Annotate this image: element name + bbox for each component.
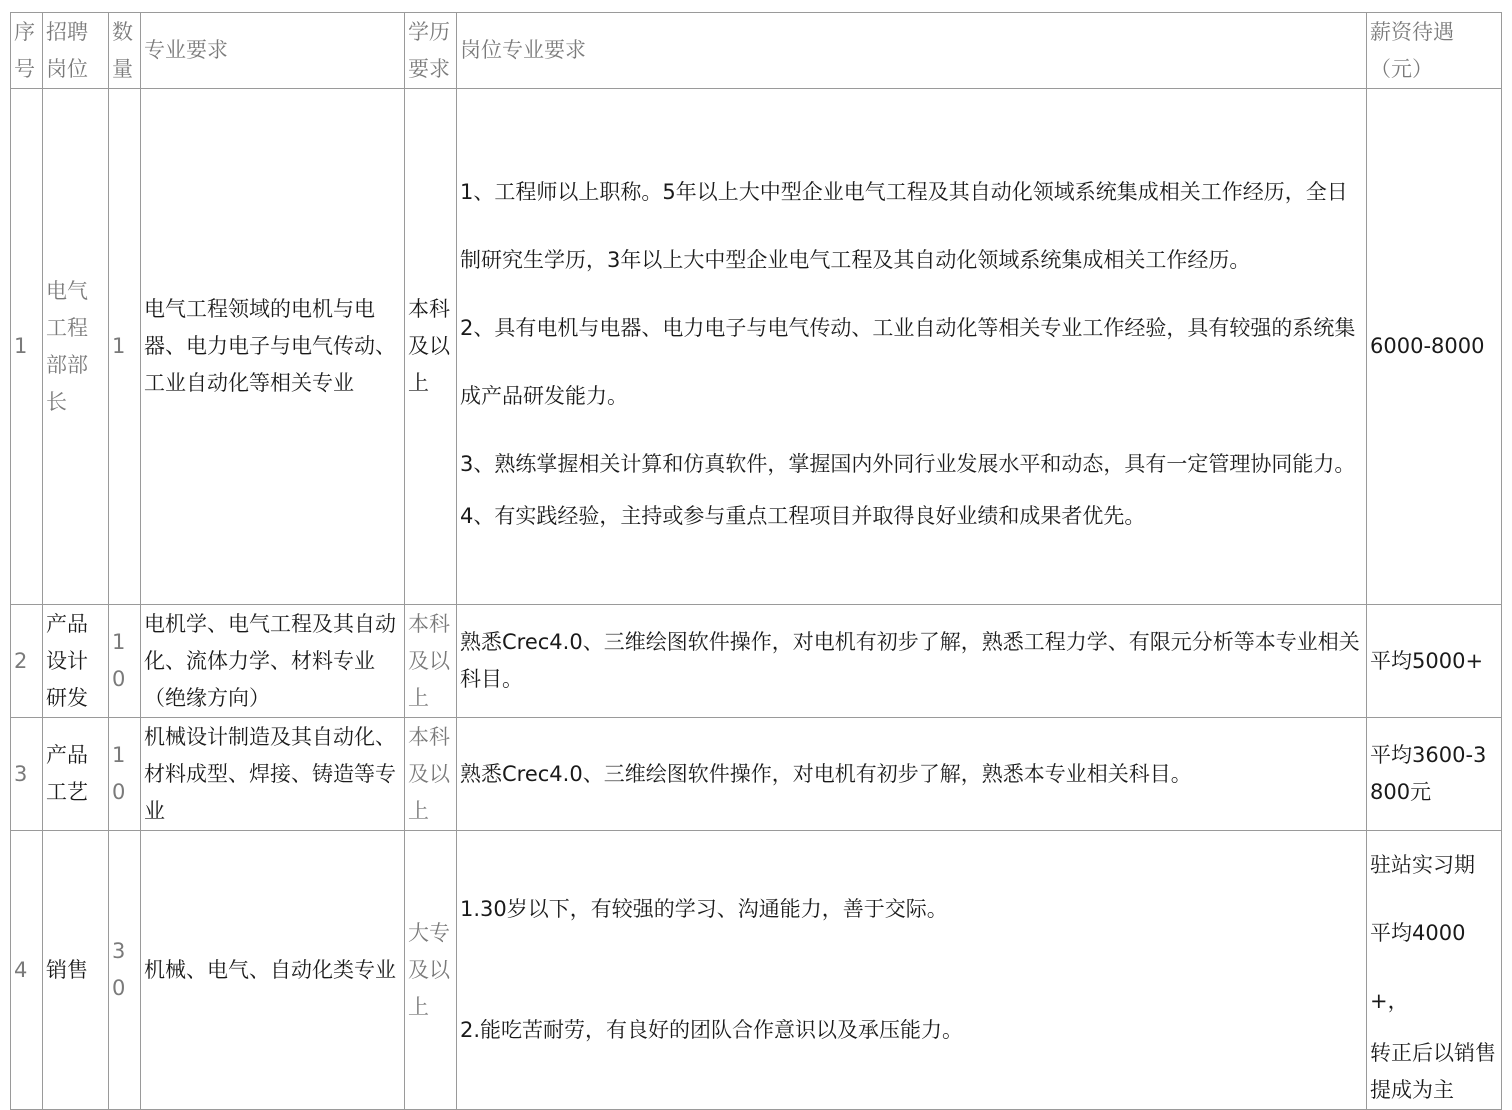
row-education: 本科及以上	[405, 718, 457, 831]
row-major: 机械、电气、自动化类专业	[141, 831, 405, 1110]
row-major: 电气工程领域的电机与电器、电力电子与电气传动、工业自动化等相关专业	[141, 89, 405, 605]
header-salary: 薪资待遇（元）	[1367, 13, 1502, 89]
table-row	[11, 831, 1502, 1110]
header-major: 专业要求	[141, 13, 405, 89]
requirement-item: 3、熟练掌握相关计算和仿真软件，掌握国内外同行业发展水平和动态，具有一定管理协同能力。	[460, 452, 1356, 476]
row-position: 产品工艺	[43, 718, 109, 831]
row-education: 本科及以上	[405, 605, 457, 718]
requirement-item: 4、有实践经验，主持或参与重点工程项目并取得良好业绩和成果者优先。	[460, 504, 1146, 528]
row-position: 电气工程部部长	[43, 89, 109, 605]
header-seq: 序号	[11, 13, 43, 89]
row-position: 销售	[43, 831, 109, 1110]
requirement-item: 1.30岁以下，有较强的学习、沟通能力，善于交际。	[460, 897, 948, 921]
requirement-item: 熟悉Crec4.0、三维绘图软件操作，对电机有初步了解，熟悉本专业相关科目。	[460, 761, 1192, 786]
header-requirements: 岗位专业要求	[457, 13, 1367, 89]
table-row	[11, 718, 1502, 831]
row-requirements	[457, 89, 1367, 605]
row-salary: 6000-8000	[1367, 89, 1502, 605]
row-salary: 平均3600-3800元	[1367, 718, 1502, 831]
row-count: 10	[109, 718, 141, 831]
row-position: 产品设计研发	[43, 605, 109, 718]
row-count: 10	[109, 605, 141, 718]
row-count: 1	[109, 89, 141, 605]
row-requirements	[457, 718, 1367, 831]
row-education: 大专及以上	[405, 831, 457, 1110]
salary-line: 平均4000+，	[1370, 921, 1466, 1013]
salary-line: 驻站实习期	[1370, 853, 1475, 877]
row-count: 30	[109, 831, 141, 1110]
recruitment-table	[10, 12, 1502, 1110]
table-row	[11, 605, 1502, 718]
header-position: 招聘岗位	[43, 13, 109, 89]
row-requirements	[457, 831, 1367, 1110]
table-row	[11, 89, 1502, 605]
salary-line: 转正后以销售提成为主	[1370, 1041, 1496, 1102]
requirement-item: 2、具有电机与电器、电力电子与电气传动、工业自动化等相关专业工作经验，具有较强的系统集成产品研发能力。	[460, 316, 1356, 408]
requirement-item: 1、工程师以上职称。5年以上大中型企业电气工程及其自动化领域系统集成相关工作经历，全日制研究生学历，3年以上大中型企业电气工程及其自动化领域系统集成相关工作经历。	[460, 180, 1348, 272]
row-major: 机械设计制造及其自动化、材料成型、焊接、铸造等专业	[141, 718, 405, 831]
row-requirements	[457, 605, 1367, 718]
row-education: 本科及以上	[405, 89, 457, 605]
row-salary: 平均5000+	[1367, 605, 1502, 718]
requirement-item: 熟悉Crec4.0、三维绘图软件操作，对电机有初步了解，熟悉工程力学、有限元分析等本专业相关科目。	[460, 630, 1360, 691]
row-seq: 4	[11, 831, 43, 1110]
row-seq: 3	[11, 718, 43, 831]
row-seq: 2	[11, 605, 43, 718]
requirement-item: 2.能吃苦耐劳，有良好的团队合作意识以及承压能力。	[460, 1018, 964, 1042]
row-seq: 1	[11, 89, 43, 605]
header-row	[11, 13, 1502, 89]
header-count: 数量	[109, 13, 141, 89]
row-major: 电机学、电气工程及其自动化、流体力学、材料专业（绝缘方向）	[141, 605, 405, 718]
row-salary	[1367, 831, 1502, 1110]
header-education: 学历要求	[405, 13, 457, 89]
